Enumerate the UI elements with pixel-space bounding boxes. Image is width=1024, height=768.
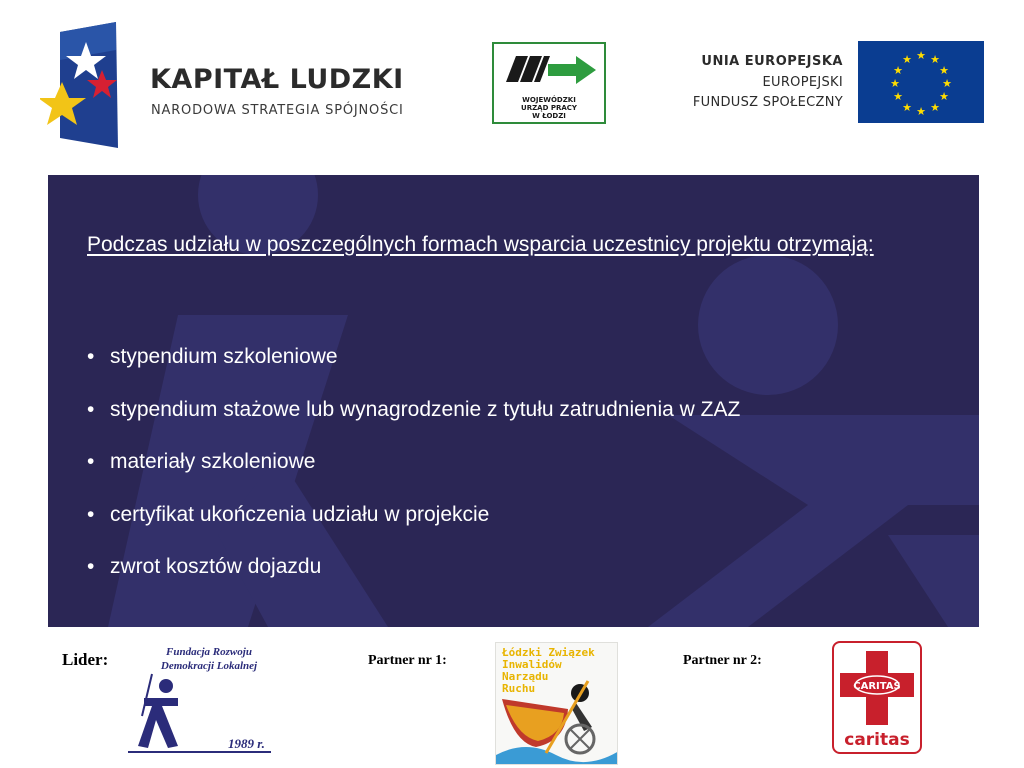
svg-text:★: ★: [890, 77, 900, 90]
list-item-text: stypendium szkoleniowe: [110, 345, 338, 368]
lzinr-name-line: Inwalidów: [502, 658, 562, 671]
eu-flag-icon: [858, 41, 984, 123]
bullet-icon: •: [87, 345, 95, 368]
svg-text:★: ★: [902, 53, 912, 66]
svg-text:★: ★: [930, 53, 940, 66]
wup-line: W ŁODZI: [532, 112, 566, 120]
list-item-text: materiały szkoleniowe: [110, 450, 316, 473]
list-item: [87, 501, 740, 528]
caritas-cross-icon: [836, 647, 918, 729]
caritas-cross-text: CARITAS: [853, 681, 901, 692]
svg-text:★: ★: [939, 90, 949, 103]
svg-text:★: ★: [930, 101, 940, 114]
frdl-year: 1989 r.: [228, 736, 265, 751]
wup-lodz-logo: [492, 42, 606, 124]
svg-text:★: ★: [893, 64, 903, 77]
partner2-label: Partner nr 2:: [683, 653, 762, 668]
kapital-ludzki-emblem-icon: [40, 20, 120, 150]
wup-arrows-icon: [498, 48, 600, 96]
list-item: [87, 553, 740, 580]
list-item-text: zwrot kosztów dojazdu: [110, 555, 322, 578]
list-item: [87, 396, 740, 423]
frdl-name-line: Fundacja Rozwoju: [166, 646, 252, 658]
frdl-name: [146, 645, 272, 673]
content-panel: [48, 175, 979, 627]
svg-text:★: ★: [916, 105, 926, 118]
wup-line: URZĄD PRACY: [521, 104, 577, 112]
kapital-ludzki-title: KAPITAŁ LUDZKI: [150, 64, 404, 95]
lzinr-name-line: Łódzki Związek: [502, 646, 595, 659]
frdl-name-line: Demokracji Lokalnej: [160, 660, 258, 672]
list-item: [87, 448, 740, 475]
svg-text:★: ★: [942, 77, 952, 90]
benefits-list: [87, 343, 740, 606]
ue-fund-line2: FUNDUSZ SPOŁECZNY: [692, 95, 843, 110]
bullet-icon: •: [87, 555, 95, 578]
ue-fund-line1: EUROPEJSKI: [762, 75, 843, 90]
caritas-wordmark: caritas: [844, 730, 910, 750]
wup-line: WOJEWÓDZKI: [522, 96, 576, 104]
wup-name: [494, 96, 604, 120]
svg-text:★: ★: [916, 49, 926, 62]
lzinr-logo: [495, 642, 618, 765]
svg-text:★: ★: [939, 64, 949, 77]
kapital-ludzki-logo: [40, 20, 120, 150]
lzinr-name-line: Ruchu: [502, 682, 536, 695]
list-item: [87, 343, 740, 370]
lzinr-name-line: Narządu: [502, 670, 549, 683]
bullet-icon: •: [87, 397, 95, 421]
list-item-text: stypendium stażowe lub wynagrodzenie z tytułu zatrudnienia w ZAZ: [110, 397, 741, 421]
bullet-icon: •: [87, 450, 95, 473]
lzinr-name: [502, 647, 595, 695]
partner1-label: Partner nr 1:: [368, 653, 447, 668]
kapital-ludzki-subtitle: NARODOWA STRATEGIA SPÓJNOŚCI: [151, 103, 404, 118]
caritas-logo: [832, 641, 922, 754]
intro-text: Podczas udziału w poszczególnych formach wsparcia uczestnicy projektu otrzymają:: [87, 233, 874, 256]
ue-title: UNIA EUROPEJSKA: [701, 54, 843, 69]
list-item-text: certyfikat ukończenia udziału w projekcie: [110, 502, 490, 526]
svg-text:★: ★: [902, 101, 912, 114]
bullet-icon: •: [87, 502, 95, 526]
svg-text:★: ★: [893, 90, 903, 103]
lider-label: Lider:: [62, 650, 109, 669]
